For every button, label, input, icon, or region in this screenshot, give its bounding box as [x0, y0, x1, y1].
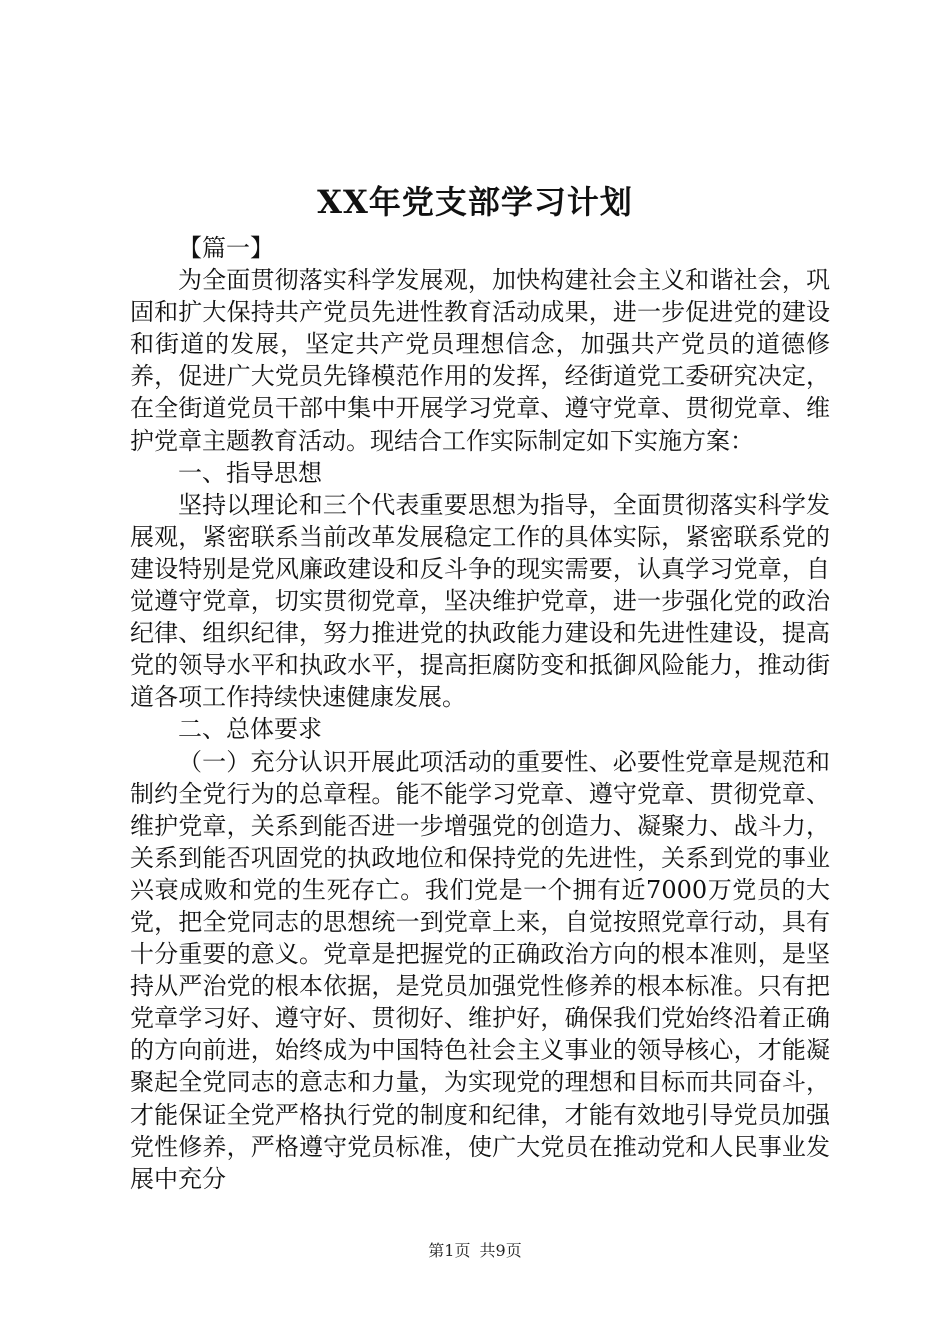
total-pages: 共9页 [479, 1241, 522, 1260]
page-footer [0, 1240, 950, 1262]
section-heading-general-requirements: 二、总体要求 [178, 715, 322, 744]
document-title: XX年党支部学习计划 [317, 183, 633, 221]
page-number: 第1页 [428, 1241, 471, 1260]
intro-paragraph: 为全面贯彻落实科学发展观，加快构建社会主义和谐社会，巩固和扩大保持共产党员先进性教育活动成果，进一步促进党的建设和街道的发展，坚定共产党员理想信念，加强共产党员的道德修养，促进广大党员先锋模范作用的发挥，经街道党工委研究决定，在全街道党员干部中集中开展学习党章、遵守党章、贯彻党章、维护党章主题教育活动。现结合工作实际制定如下实施方案： [130, 266, 830, 455]
section-marker: 【篇一】 [178, 234, 274, 262]
general-requirements-paragraph: （一）充分认识开展此项活动的重要性、必要性党章是规范和制约全党行为的总章程。能不能学习党章、遵守党章、贯彻党章、维护党章，关系到能否进一步增强党的创造力、凝聚力、战斗力，关系到能否巩固党的执政地位和保持党的先进性，关系到党的事业兴衰成败和党的生死存亡。我们党是一个拥有近7000万党员的大党，把全党同志的思想统一到党章上来，自觉按照党章行动，具有十分重要的意义。党章是把握党的正确政治方向的根本准则，是坚持从严治党的根本依据，是党员加强党性修养的根本标准。只有把党章学习好、遵守好、贯彻好、维护好，确保我们党始终沿着正确的方向前进，始终成为中国特色社会主义事业的领导核心，才能凝聚起全党同志的意志和力量，为实现党的理想和目标而共同奋斗，才能保证全党严格执行党的制度和纪律，才能有效地引导党员加强党性修养，严格遵守党员标准，使广大党员在推动党和人民事业发展中充分 [130, 747, 830, 1193]
section-heading-guiding-thought: 一、指导思想 [178, 458, 322, 487]
document-body [130, 232, 830, 1195]
guiding-thought-paragraph: 坚持以理论和三个代表重要思想为指导，全面贯彻落实科学发展观，紧密联系当前改革发展稳定工作的具体实际，紧密联系党的建设特别是党风廉政建设和反斗争的现实需要，认真学习党章，自觉遵守党章，切实贯彻党章，坚决维护党章，进一步强化党的政治纪律、组织纪律，努力推进党的执政能力建设和先进性建设，提高党的领导水平和执政水平，提高拒腐防变和抵御风险能力，推动街道各项工作持续快速健康发展。 [130, 490, 830, 712]
